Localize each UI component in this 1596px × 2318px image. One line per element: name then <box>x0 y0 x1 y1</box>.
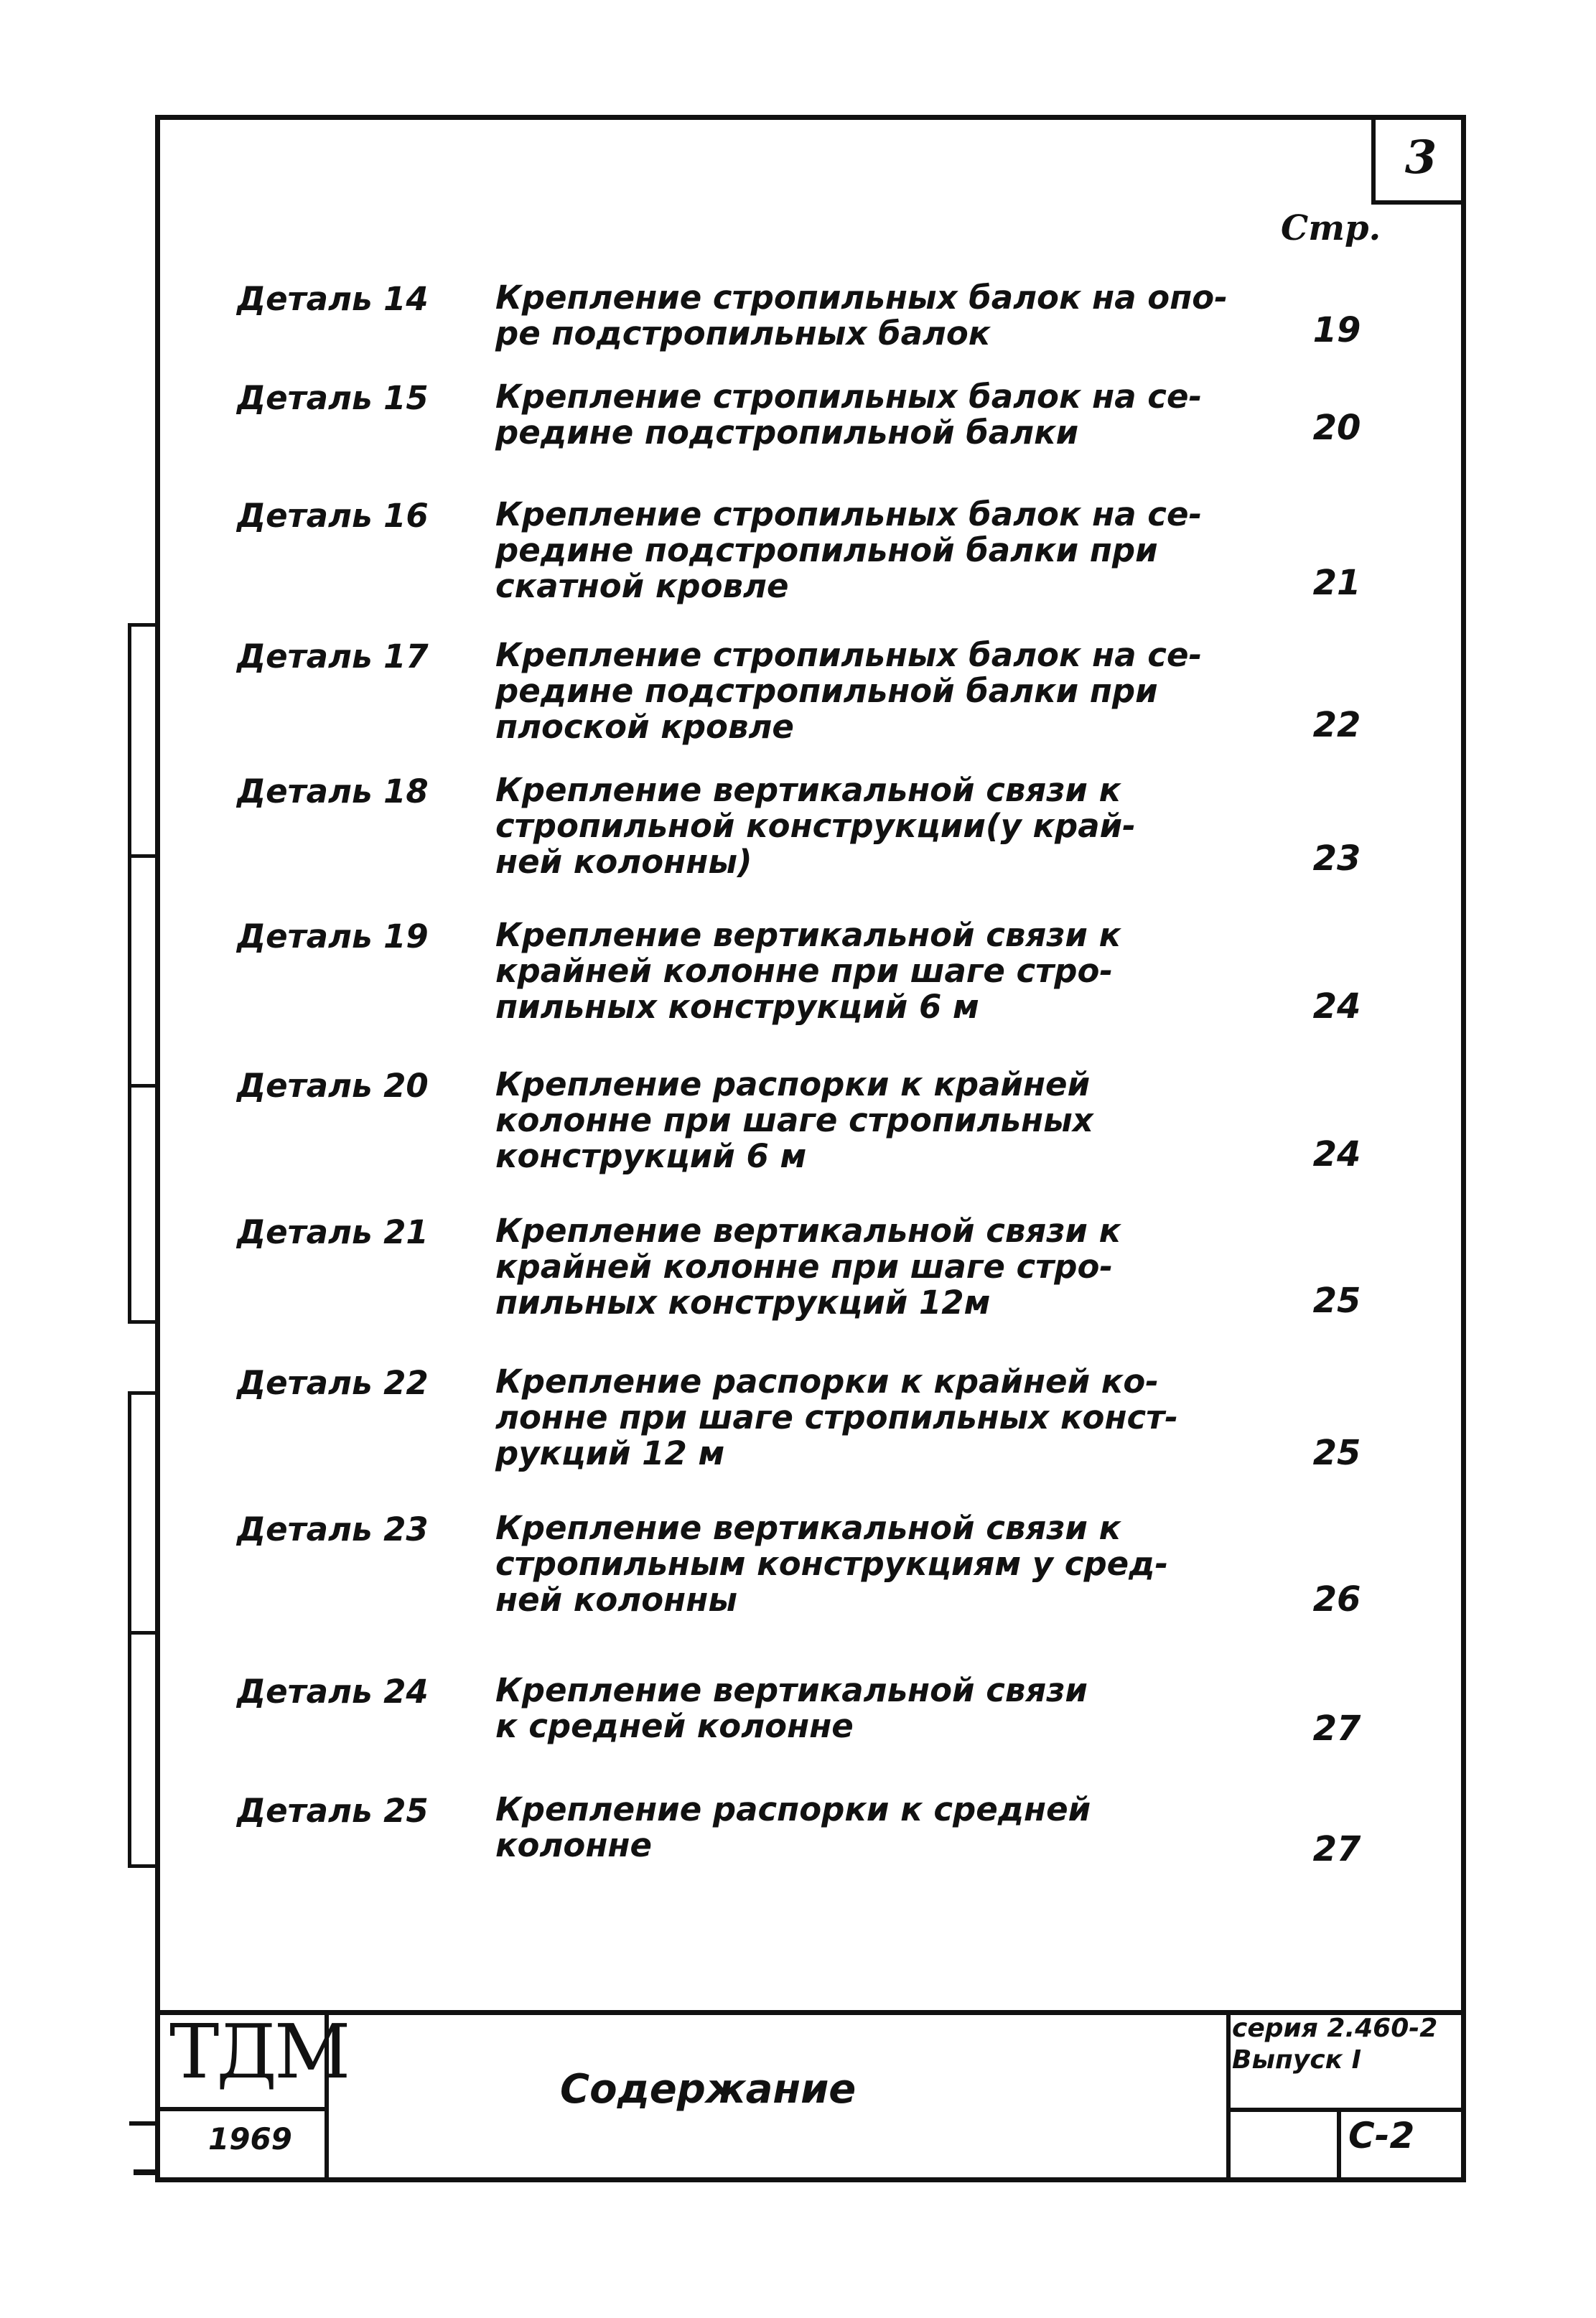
detail-page: 24 <box>1312 1134 1361 1174</box>
detail-label: Деталь 20 <box>237 1067 429 1105</box>
title-block-divider <box>1226 2010 1231 2182</box>
detail-label: Деталь 25 <box>237 1792 429 1830</box>
detail-label: Деталь 18 <box>237 772 429 810</box>
detail-description: Крепление стропильных балок на се- редине подстропильной балки при скатной кровле <box>495 495 1203 605</box>
detail-label: Деталь 17 <box>237 637 429 676</box>
title-block-divider <box>1226 2108 1466 2112</box>
detail-label: Деталь 22 <box>237 1364 429 1402</box>
detail-label: Деталь 15 <box>237 379 429 417</box>
detail-label: Деталь 19 <box>237 917 429 955</box>
detail-description: Крепление вертикальной связи к стропильным конструкциям у сред- ней колонны <box>495 1509 1169 1619</box>
sheet-number: 3 <box>1371 115 1466 205</box>
detail-page: 25 <box>1312 1281 1361 1321</box>
detail-description: Крепление стропильных балок на се- редине подстропильной балки при плоской кровле <box>495 636 1203 746</box>
frame-stub <box>134 2169 155 2175</box>
detail-label: Деталь 14 <box>237 280 429 318</box>
year-label: 1969 <box>208 2121 292 2156</box>
detail-page: 19 <box>1312 310 1361 350</box>
detail-label: Деталь 16 <box>237 497 429 535</box>
detail-description: Крепление распорки к крайней ко- лонне при шаге стропильных конст- рукций 12 м <box>495 1363 1178 1472</box>
detail-description: Крепление распорки к средней колонне <box>495 1790 1091 1864</box>
tab-divider <box>128 1631 159 1635</box>
series-label: серия 2.460-2 Выпуск I <box>1232 2014 1438 2075</box>
detail-page: 21 <box>1312 563 1361 603</box>
page-column-header: Стр. <box>1281 208 1381 248</box>
detail-page: 20 <box>1312 408 1361 448</box>
detail-label: Деталь 24 <box>237 1673 429 1711</box>
detail-description: Крепление вертикальной связи к стропильной конструкции(у край- ней колонны) <box>495 771 1136 881</box>
binding-tab-lower <box>128 1391 159 1868</box>
detail-description: Крепление вертикальной связи к крайней колонне при шаге стро- пильных конструкций 6 м <box>495 916 1121 1026</box>
detail-page: 22 <box>1312 705 1361 745</box>
document-title: Содержание <box>560 2066 857 2113</box>
sheet-code: С-2 <box>1348 2115 1415 2156</box>
detail-description: Крепление стропильных балок на се- редине подстропильной балки <box>495 378 1203 452</box>
detail-description: Крепление вертикальной связи к крайней колонне при шаге стро- пильных конструкций 12м <box>495 1212 1121 1322</box>
detail-page: 24 <box>1312 986 1361 1027</box>
tab-divider <box>128 1084 159 1088</box>
detail-description: Крепление стропильных балок на опо- ре подстропильных балок <box>495 279 1228 352</box>
detail-description: Крепление вертикальной связи к средней колонне <box>495 1671 1088 1745</box>
detail-label: Деталь 23 <box>237 1510 429 1548</box>
title-block-divider <box>1337 2108 1341 2182</box>
title-block-divider <box>155 2107 327 2111</box>
detail-page: 27 <box>1312 1709 1361 1749</box>
binding-tab-upper <box>128 623 159 1324</box>
detail-description: Крепление распорки к крайней колонне при шаге стропильных конструкций 6 м <box>495 1065 1093 1175</box>
detail-label: Деталь 21 <box>237 1213 429 1251</box>
organization-logo: ТДМ <box>169 2008 348 2095</box>
detail-page: 27 <box>1312 1829 1361 1869</box>
detail-page: 25 <box>1312 1433 1361 1473</box>
frame-stub <box>129 2121 158 2126</box>
tab-divider <box>128 854 159 858</box>
detail-page: 26 <box>1312 1579 1361 1620</box>
detail-page: 23 <box>1312 838 1361 879</box>
